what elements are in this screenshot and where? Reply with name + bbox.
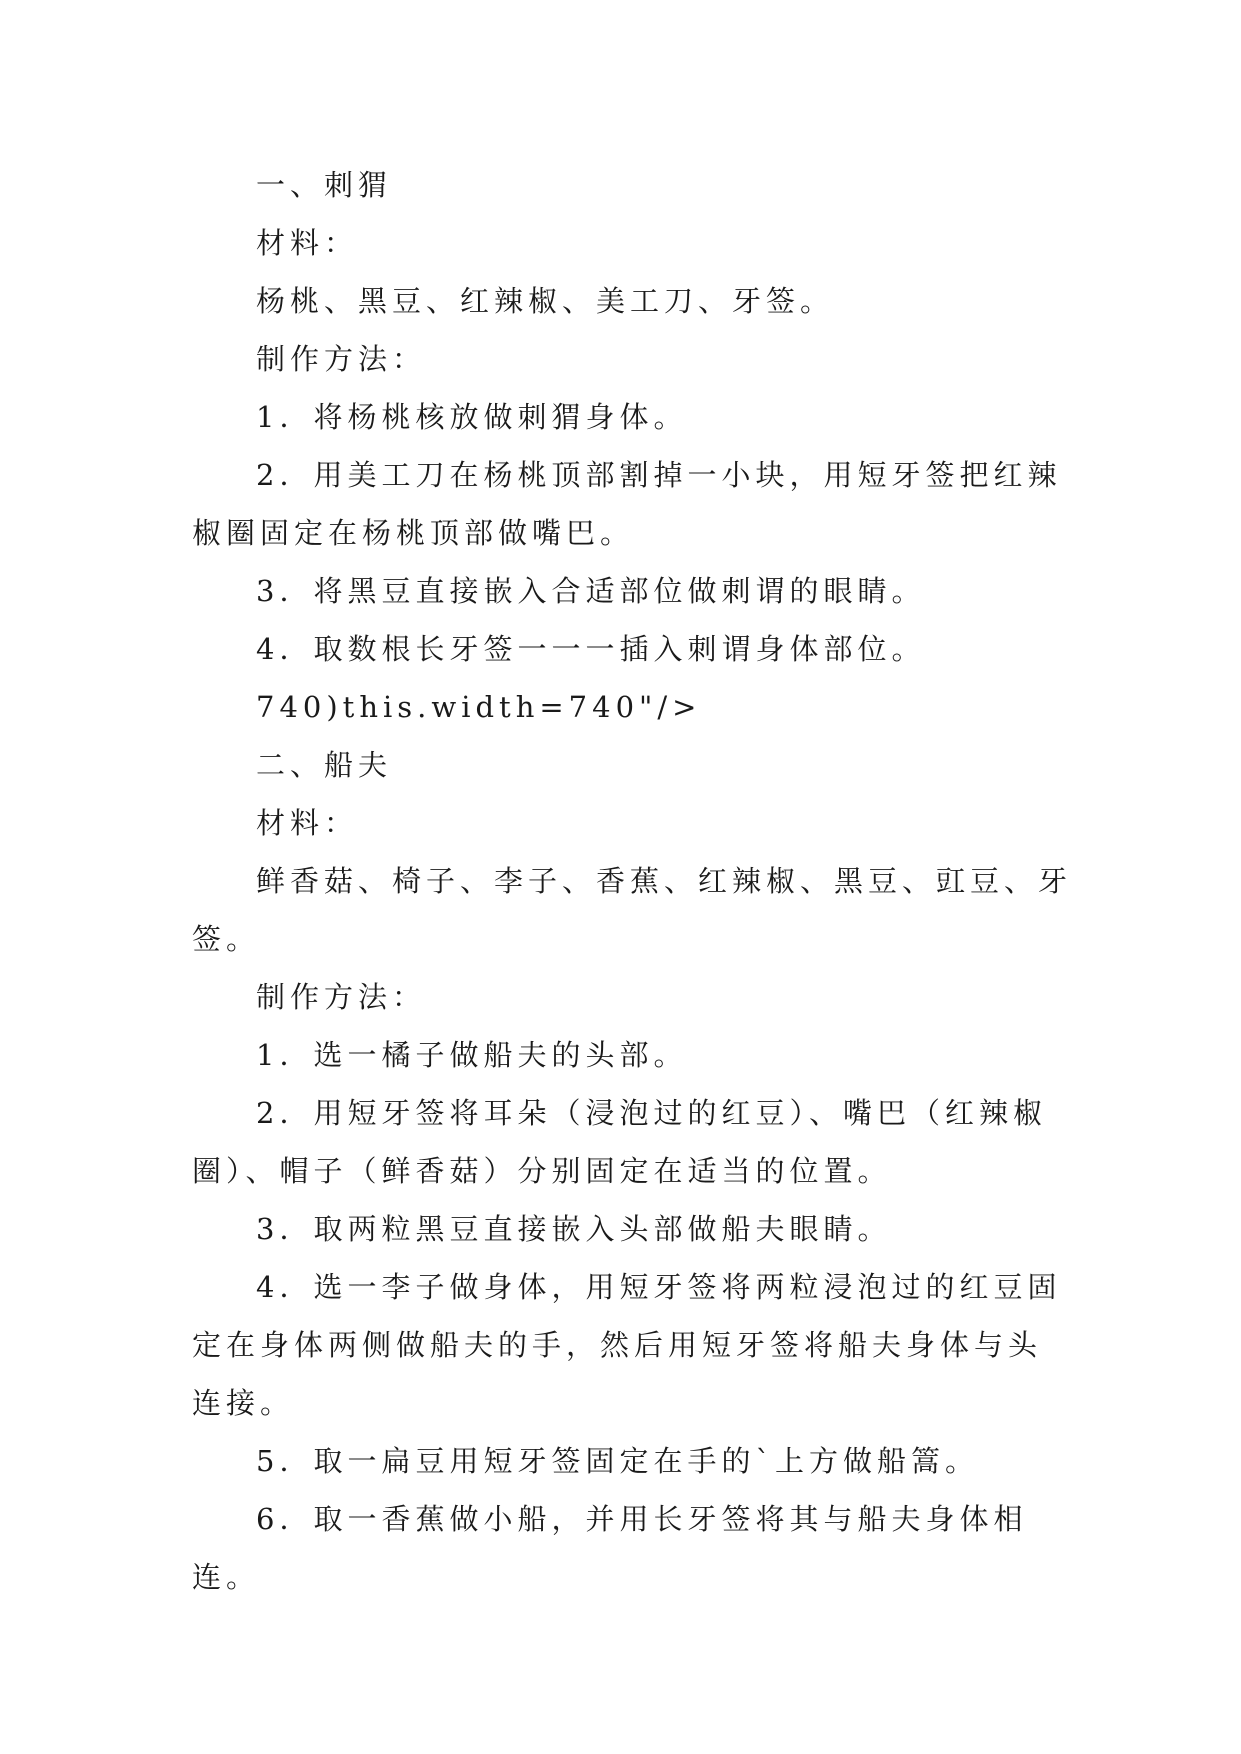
step-paragraph: 4．取数根长牙签一一一插入刺谓身体部位。 — [256, 632, 926, 666]
method-label: 制作方法： — [256, 342, 427, 376]
step-paragraph: 3．取两粒黑豆直接嵌入头部做船夫眼睛。 — [256, 1212, 892, 1246]
method-label: 制作方法： — [256, 980, 427, 1014]
step-paragraph: 5．取一扁豆用短牙签固定在手的`上方做船篙。 — [256, 1444, 979, 1478]
section-heading-hedgehog: 一、刺猬 — [256, 168, 393, 202]
step-paragraph: 4．选一李子做身体，用短牙签将两粒浸泡过的红豆固定在身体两侧做船夫的手，然后用短牙签将船夫身体与头连接。 — [192, 1270, 1062, 1420]
materials-list: 杨桃、黑豆、红辣椒、美工刀、牙签。 — [256, 284, 835, 318]
materials-label: 材料： — [256, 226, 359, 260]
broken-image-code-text: 740)this.width=740"/> — [256, 690, 702, 724]
step-paragraph: 1．选一橘子做船夫的头部。 — [256, 1038, 688, 1072]
step-paragraph: 6．取一香蕉做小船，并用长牙签将其与船夫身体相连。 — [192, 1502, 1028, 1594]
materials-list: 鲜香菇、椅子、李子、香蕉、红辣椒、黑豆、豇豆、牙签。 — [192, 864, 1073, 956]
section-heading-boatman: 二、船夫 — [256, 748, 393, 782]
step-paragraph: 3．将黑豆直接嵌入合适部位做刺谓的眼睛。 — [256, 574, 926, 608]
step-paragraph: 1．将杨桃核放做刺猬身体。 — [256, 400, 688, 434]
step-paragraph: 2．用美工刀在杨桃顶部割掉一小块，用短牙签把红辣椒圈固定在杨桃顶部做嘴巴。 — [192, 458, 1062, 550]
step-paragraph: 2．用短牙签将耳朵（浸泡过的红豆）、嘴巴（红辣椒圈）、帽子（鲜香菇）分别固定在适当的位置。 — [192, 1096, 1047, 1188]
materials-label: 材料： — [256, 806, 359, 840]
